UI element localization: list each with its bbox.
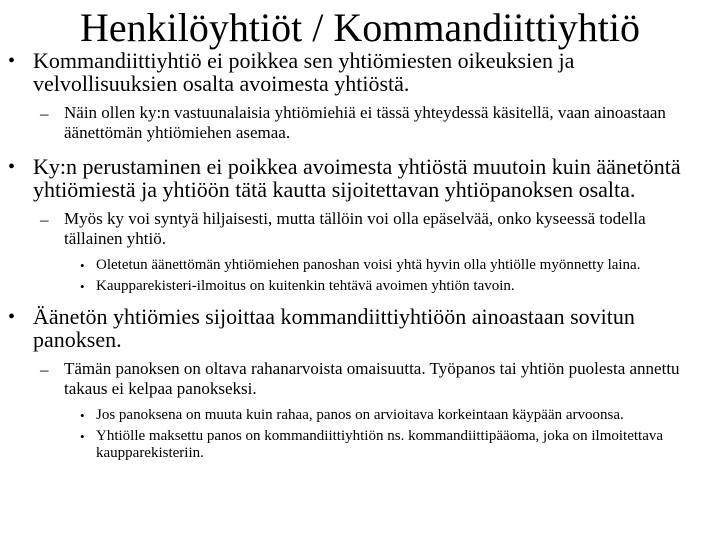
bullet-3-1-2	[0, 428, 720, 462]
bullet-3-1	[0, 359, 720, 399]
slide-body	[0, 49, 720, 462]
bullet-3-1-text: Tämän panoksen on oltava rahanarvoista omaisuutta. Työpanos tai yhtiön puolesta annettu takaus ei kelpaa panokseksi.	[64, 359, 680, 398]
bullet-2	[0, 155, 720, 201]
bullet-3-text: Äänetön yhtiömies sijoittaa kommandiittiyhtiöön ainoastaan sovitun panoksen.	[33, 304, 635, 352]
bullet-dot-icon: •	[80, 258, 85, 273]
bullet-2-1-1	[0, 257, 720, 274]
bullet-3-1-1	[0, 407, 720, 424]
bullet-2-1-2	[0, 278, 720, 295]
bullet-1-1-text: Näin ollen ky:n vastuunalaisia yhtiömiehiä ei tässä yhteydessä käsitellä, vaan ainoastaan äänettömän yhtiömiehen asemaa.	[64, 103, 666, 142]
slide-title: Henkilöyhtiöt / Kommandiittiyhtiö	[80, 5, 640, 50]
bullet-dash-icon: –	[40, 104, 49, 123]
bullet-dash-icon: –	[40, 210, 49, 229]
bullet-3-1-2-text: Yhtiölle maksettu panos on kommandiittiyhtiön ns. kommandiittipääoma, joka on ilmoitettava kaupparekisteriin.	[96, 428, 664, 461]
bullet-1-text: Kommandiittiyhtiö ei poikkea sen yhtiömiesten oikeuksien ja velvollisuuksien osalta avoimesta yhtiöstä.	[33, 48, 575, 96]
bullet-2-1	[0, 209, 720, 249]
bullet-2-1-2-text: Kaupparekisteri-ilmoitus on kuitenkin tehtävä avoimen yhtiön tavoin.	[96, 278, 515, 294]
bullet-dot-icon: •	[8, 156, 16, 178]
bullet-3-1-1-text: Jos panoksena on muuta kuin rahaa, panos on arvioitava korkeintaan käypään arvoonsa.	[96, 407, 624, 423]
bullet-3	[0, 305, 720, 351]
bullet-2-1-1-text: Oletetun äänettömän yhtiömiehen panoshan voisi yhtä hyvin olla yhtiölle myönnetty laina.	[96, 257, 641, 273]
bullet-dot-icon: •	[80, 279, 85, 294]
bullet-dot-icon: •	[8, 306, 16, 328]
bullet-dot-icon: •	[80, 429, 85, 444]
bullet-dot-icon: •	[8, 50, 16, 72]
bullet-1	[0, 49, 720, 95]
bullet-1-1	[0, 103, 720, 143]
bullet-2-text: Ky:n perustaminen ei poikkea avoimesta yhtiöstä muutoin kuin äänetöntä yhtiömiestä ja yhtiöön tätä kautta sijoitettavan yhtiöpanoksen osalta.	[33, 154, 681, 202]
bullet-dash-icon: –	[40, 360, 49, 379]
bullet-dot-icon: •	[80, 408, 85, 423]
bullet-2-1-text: Myös ky voi syntyä hiljaisesti, mutta tällöin voi olla epäselvää, onko kyseessä todella tällainen yhtiö.	[64, 209, 646, 248]
